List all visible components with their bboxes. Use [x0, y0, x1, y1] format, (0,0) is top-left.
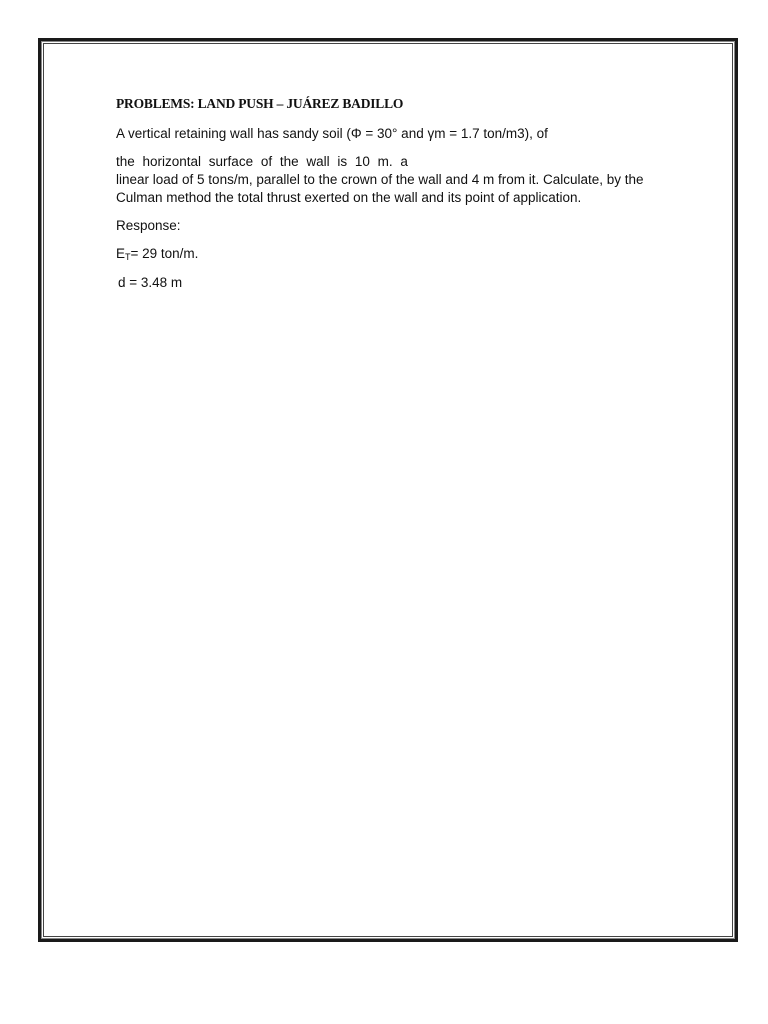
- document-page: [38, 38, 738, 942]
- document-title: PROBLEMS: LAND PUSH – JUÁREZ BADILLO: [116, 96, 404, 111]
- problem-text-line: A vertical retaining wall has sandy soil (Φ = 30° and γm = 1.7 ton/m3), of: [116, 126, 548, 141]
- problem-text-paragraph: [116, 153, 656, 207]
- thrust-value: = 29 ton/m.: [130, 246, 199, 261]
- problem-text-line: linear load of 5 tons/m, parallel to the crown of the wall and 4 m from it. Calculate, by the: [116, 172, 644, 187]
- application-point-result: d = 3.48 m: [118, 275, 183, 290]
- total-thrust-result: [116, 246, 656, 262]
- response-label: Response:: [116, 218, 181, 233]
- document-content: [116, 96, 656, 290]
- thrust-symbol: E: [116, 246, 126, 261]
- problem-text-line: the horizontal surface of the wall is 10 m. a: [116, 154, 408, 169]
- problem-text-line: Culman method the total thrust exerted on the wall and its point of application.: [116, 190, 582, 205]
- thrust-subscript: T: [125, 252, 131, 262]
